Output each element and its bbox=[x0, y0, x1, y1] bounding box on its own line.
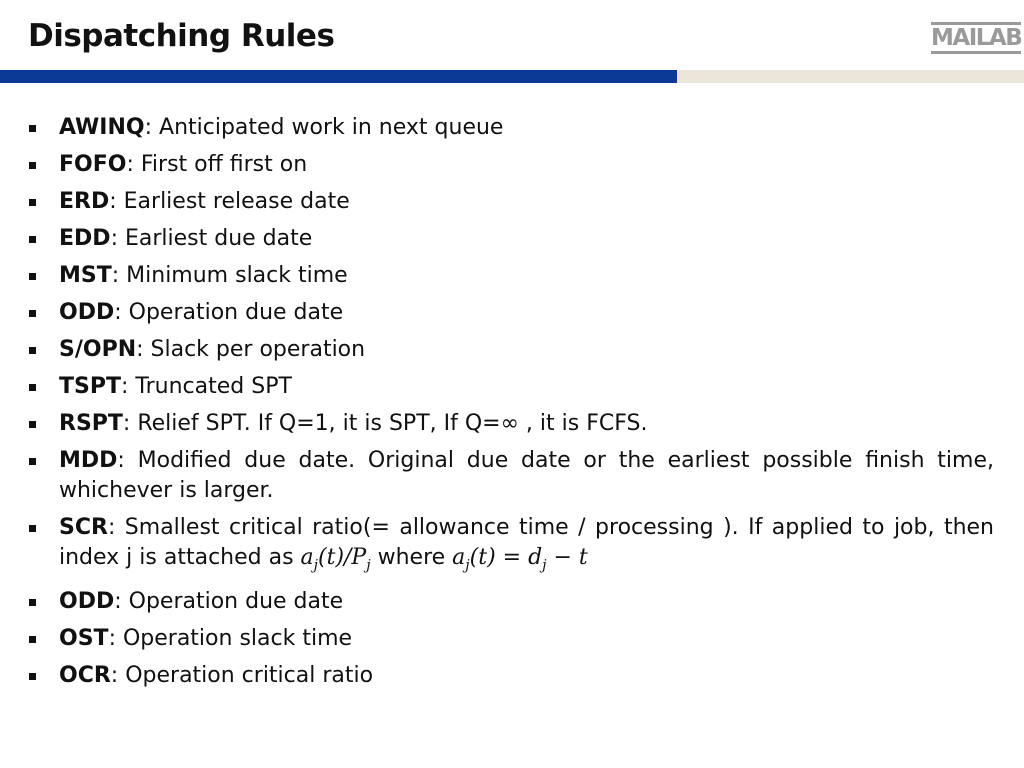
rule-item bbox=[0, 150, 1024, 180]
rule-description: : Operation slack time bbox=[108, 626, 353, 652]
rule-term: FOFO bbox=[59, 152, 127, 177]
rules-list bbox=[0, 113, 1024, 698]
rule-description: : Relief SPT. If Q=1, it is SPT, If Q=∞ , it is FCFS. bbox=[122, 411, 648, 436]
square-bullet-icon bbox=[29, 673, 36, 680]
formula-text: $a_j(t)/P_j$ bbox=[300, 545, 371, 574]
rule-description: : Minimum slack time bbox=[111, 263, 348, 288]
square-bullet-icon bbox=[29, 236, 36, 243]
rule-term: MDD bbox=[59, 448, 118, 473]
rule-description: : Operation due date bbox=[114, 589, 344, 615]
square-bullet-icon bbox=[29, 525, 36, 532]
square-bullet-icon bbox=[29, 310, 36, 317]
rule-description-mid: where bbox=[377, 545, 446, 570]
header-accent-bar-secondary bbox=[677, 70, 1024, 83]
formula-text: $a_j(t) = d_j - t$ bbox=[452, 545, 588, 574]
rule-term: MST bbox=[59, 263, 112, 288]
rule-term: OST bbox=[59, 626, 109, 652]
formula-ratio bbox=[300, 545, 371, 574]
rule-item bbox=[0, 298, 1024, 328]
square-bullet-icon bbox=[29, 599, 36, 606]
rule-description: : Truncated SPT bbox=[120, 374, 292, 399]
rule-item bbox=[0, 335, 1024, 365]
page-title: Dispatching Rules bbox=[28, 18, 335, 54]
rule-description: : First off first on bbox=[126, 152, 308, 177]
rule-item bbox=[0, 624, 1024, 654]
square-bullet-icon bbox=[29, 636, 36, 643]
rule-item bbox=[0, 661, 1024, 691]
rule-description: : Earliest due date bbox=[110, 226, 313, 251]
square-bullet-icon bbox=[29, 162, 36, 169]
rule-term: ODD bbox=[59, 300, 115, 325]
rule-item bbox=[0, 224, 1024, 254]
rule-term: S/OPN bbox=[59, 337, 137, 362]
rule-item bbox=[0, 513, 1024, 580]
rule-item bbox=[0, 261, 1024, 291]
rule-term: RSPT bbox=[59, 411, 123, 436]
square-bullet-icon bbox=[29, 273, 36, 280]
rule-item bbox=[0, 446, 1024, 506]
rule-term: ERD bbox=[59, 189, 110, 214]
rule-description: : Smallest critical ratio(= allowance time / processing ). If applied to job, then index j is attached as bbox=[59, 515, 994, 570]
rule-term: EDD bbox=[59, 226, 111, 251]
rule-item bbox=[0, 372, 1024, 402]
rule-item bbox=[0, 409, 1024, 439]
rule-description: : Earliest release date bbox=[109, 189, 350, 214]
square-bullet-icon bbox=[29, 125, 36, 132]
rule-description: : Operation due date bbox=[114, 300, 344, 325]
rule-term: TSPT bbox=[59, 374, 121, 399]
square-bullet-icon bbox=[29, 347, 36, 354]
mailab-logo: MAILAB bbox=[931, 22, 1021, 54]
rule-description: : Modified due date. Original due date or the earliest possible finish time, whichever is larger. bbox=[59, 448, 994, 503]
rule-term: SCR bbox=[59, 515, 108, 540]
rule-item bbox=[0, 587, 1024, 617]
square-bullet-icon bbox=[29, 421, 36, 428]
rule-term: AWINQ bbox=[59, 115, 145, 140]
rule-description: : Operation critical ratio bbox=[110, 663, 374, 689]
square-bullet-icon bbox=[29, 199, 36, 206]
square-bullet-icon bbox=[29, 458, 36, 465]
rule-item bbox=[0, 187, 1024, 217]
rule-description: : Slack per operation bbox=[136, 337, 366, 362]
header-accent-bar bbox=[0, 70, 677, 83]
rule-term: ODD bbox=[59, 589, 115, 615]
formula-allowance bbox=[452, 545, 588, 574]
square-bullet-icon bbox=[29, 384, 36, 391]
rule-term: OCR bbox=[59, 663, 111, 689]
rule-description: : Anticipated work in next queue bbox=[144, 115, 504, 140]
rule-item bbox=[0, 113, 1024, 143]
